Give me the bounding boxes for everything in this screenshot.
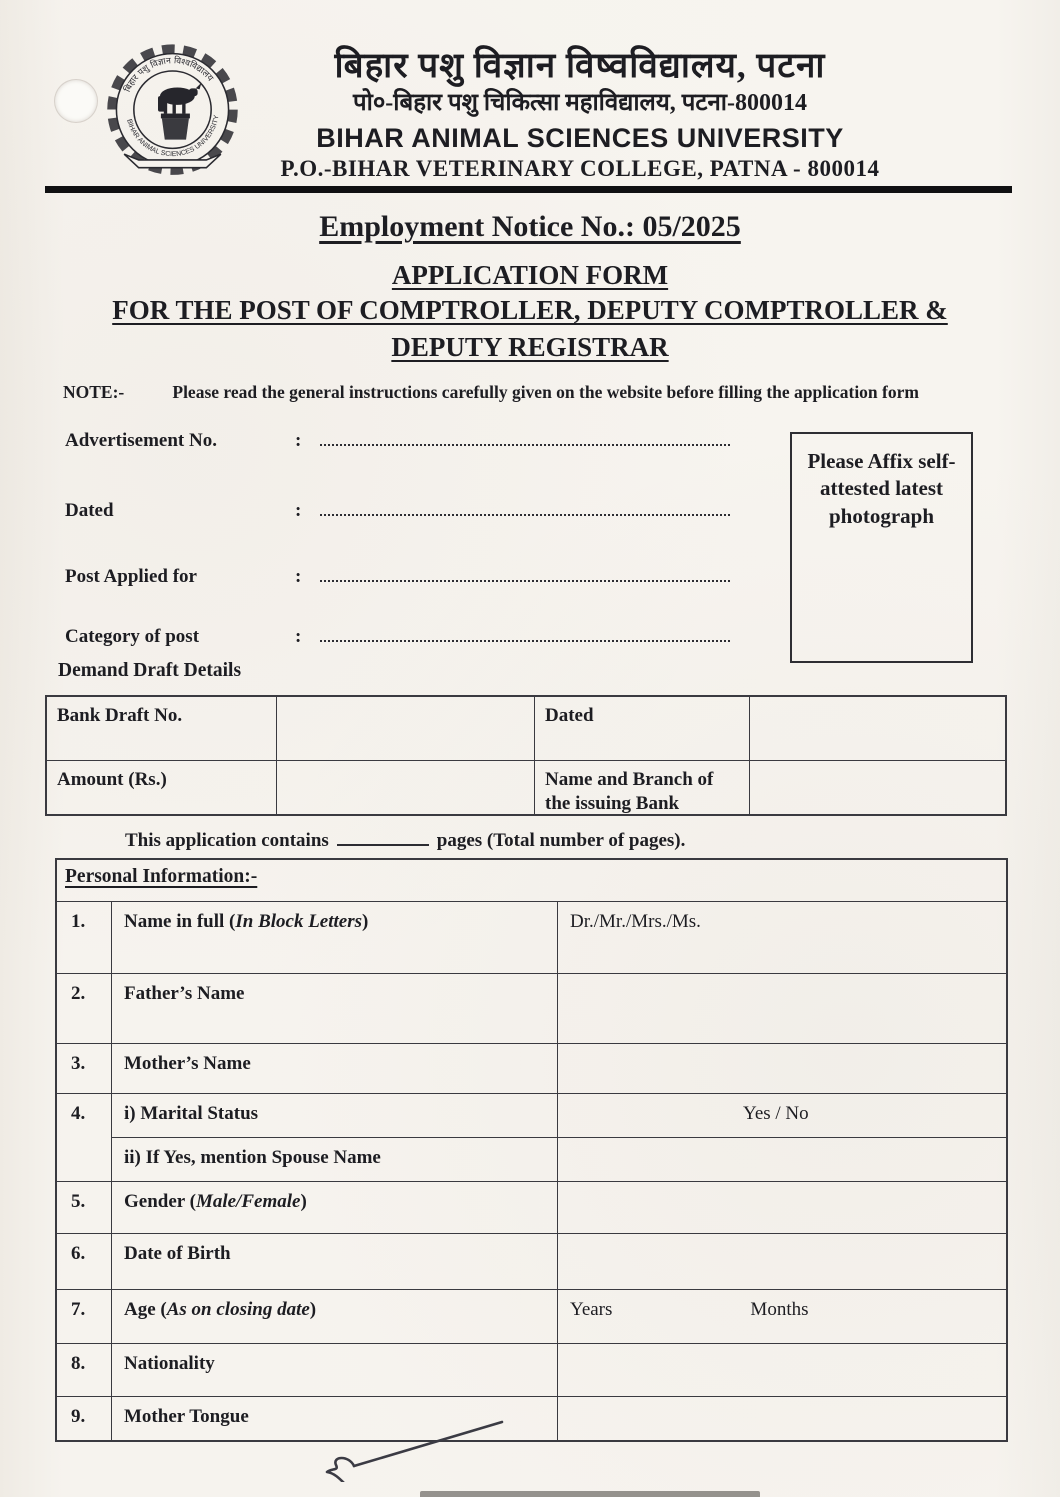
application-form-title: APPLICATION FORM [391,260,669,290]
spouse-name-label: ii) If Yes, mention Spouse Name [112,1138,558,1181]
nationality-label: Nationality [112,1344,558,1396]
table-row [47,697,1005,761]
university-title-hindi: बिहार पशु विज्ञान विष्वविद्यालय, पटना [334,46,826,85]
field-label: Advertisement No. [65,430,217,451]
university-logo [100,40,245,190]
field-colon: : [295,566,302,587]
field-category-of-post [65,626,765,656]
field-colon: : [295,430,302,451]
row-number: 3. [57,1044,112,1093]
table-row-fathers-name [57,974,1006,1044]
amount-label: Amount (Rs.) [47,761,277,814]
dated-blank [320,514,730,516]
pages-count-blank [337,826,429,846]
row-number: 2. [57,974,112,1043]
bull-on-pillar-icon [158,83,202,140]
age-months-label: Months [750,1299,809,1320]
dated-blank-cell [750,697,1005,760]
pages-line-prefix: This application contains [125,830,329,851]
table-row-date-of-birth [57,1234,1006,1290]
field-colon: : [295,500,302,521]
age-years-label: Years [570,1299,613,1320]
row-number: 9. [57,1397,112,1440]
table-subrow-marital-status [112,1094,1006,1138]
age-value [558,1290,1006,1343]
table-subrow-spouse-name [112,1138,1006,1181]
marital-status-subrows [112,1094,1006,1181]
gender-label: Gender (Male/Female) [112,1182,558,1233]
issuing-bank-blank-cell [750,761,1005,814]
gender-value [558,1182,1006,1233]
name-salutation-value: Dr./Mr./Mrs./Ms. [570,911,701,932]
field-label: Post Applied for [65,566,197,587]
scan-edge-artifact [420,1491,760,1497]
logo-english-arc-text: BIHAR ANIMAL SCIENCES UNIVERSITY [125,114,221,159]
post-title-line2: DEPUTY REGISTRAR [391,332,669,362]
field-dated [65,500,765,530]
spouse-name-value [558,1138,1006,1181]
personal-information-header [57,860,1006,902]
table-row-marital-status [57,1094,1006,1182]
table-row-nationality [57,1344,1006,1397]
table-row-gender [57,1182,1006,1234]
note-text: Please read the general instructions carefully given on the website before filling the application form [172,382,919,402]
hole-punch-mark [55,80,97,122]
total-pages-line [125,826,685,852]
university-address-english: P.O.-BIHAR VETERINARY COLLEGE, PATNA - 800014 [280,156,880,182]
personal-information-title: Personal Information:- [65,866,258,887]
bank-draft-no-blank-cell [277,697,535,760]
form-titles [0,210,1060,363]
marital-status-label: i) Marital Status [112,1094,558,1137]
field-post-applied-for [65,566,765,596]
table-row-mothers-name [57,1044,1006,1094]
field-label: Category of post [65,626,200,647]
photograph-affix-box [790,432,973,663]
date-of-birth-value [558,1234,1006,1289]
letterhead [250,46,910,182]
note-row [63,382,1008,403]
row-number: 4. [57,1094,112,1181]
category-of-post-blank [320,640,730,642]
field-colon: : [295,626,302,647]
mothers-name-value [558,1044,1006,1093]
row-number: 1. [57,902,112,973]
marital-status-value: Yes / No [743,1103,809,1124]
fathers-name-label: Father’s Name [112,974,558,1043]
handwritten-check-mark [290,1416,515,1482]
note-label: NOTE:- [63,382,125,402]
table-row-mother-tongue [57,1397,1006,1440]
row-number: 8. [57,1344,112,1396]
post-applied-for-blank [320,580,730,582]
photo-box-text: Please Affix self-attested latest photograph [807,449,956,528]
fathers-name-value [558,974,1006,1043]
demand-draft-table [45,695,1007,816]
amount-blank-cell [277,761,535,814]
university-subtitle-hindi: पो०-बिहार पशु चिकित्सा महाविद्यालय, पटना-800014 [352,90,808,117]
row-number: 6. [57,1234,112,1289]
name-in-full-label: Name in full (In Block Letters) [112,902,558,973]
field-advertisement-no [65,430,765,460]
table-row-name-in-full [57,902,1006,974]
logo-hindi-arc-text: बिहार पशु विज्ञान विश्वविद्यालय [122,56,215,94]
table-row-age [57,1290,1006,1344]
nationality-value [558,1344,1006,1396]
demand-draft-section-title: Demand Draft Details [58,660,242,681]
mother-tongue-label: Mother Tongue [112,1397,558,1440]
row-number: 5. [57,1182,112,1233]
pages-line-suffix: pages (Total number of pages). [436,830,686,851]
university-title-english: BIHAR ANIMAL SCIENCES UNIVERSITY [316,123,844,154]
date-of-birth-label: Date of Birth [112,1234,558,1289]
age-label: Age (As on closing date) [112,1290,558,1343]
issuing-bank-label: Name and Branch of the issuing Bank [535,761,750,814]
post-title-line1: FOR THE POST OF COMPTROLLER, DEPUTY COMPTROLLER & [112,295,948,325]
field-label: Dated [65,500,114,521]
mothers-name-label: Mother’s Name [112,1044,558,1093]
table-row [47,761,1005,814]
advertisement-no-blank [320,444,730,446]
mother-tongue-value [558,1397,1006,1440]
employment-notice-title: Employment Notice No.: 05/2025 [319,210,741,243]
dated-label: Dated [535,697,750,760]
header-divider-rule [45,186,1012,193]
bank-draft-no-label: Bank Draft No. [47,697,277,760]
personal-information-table [55,858,1008,1442]
row-number: 7. [57,1290,112,1343]
